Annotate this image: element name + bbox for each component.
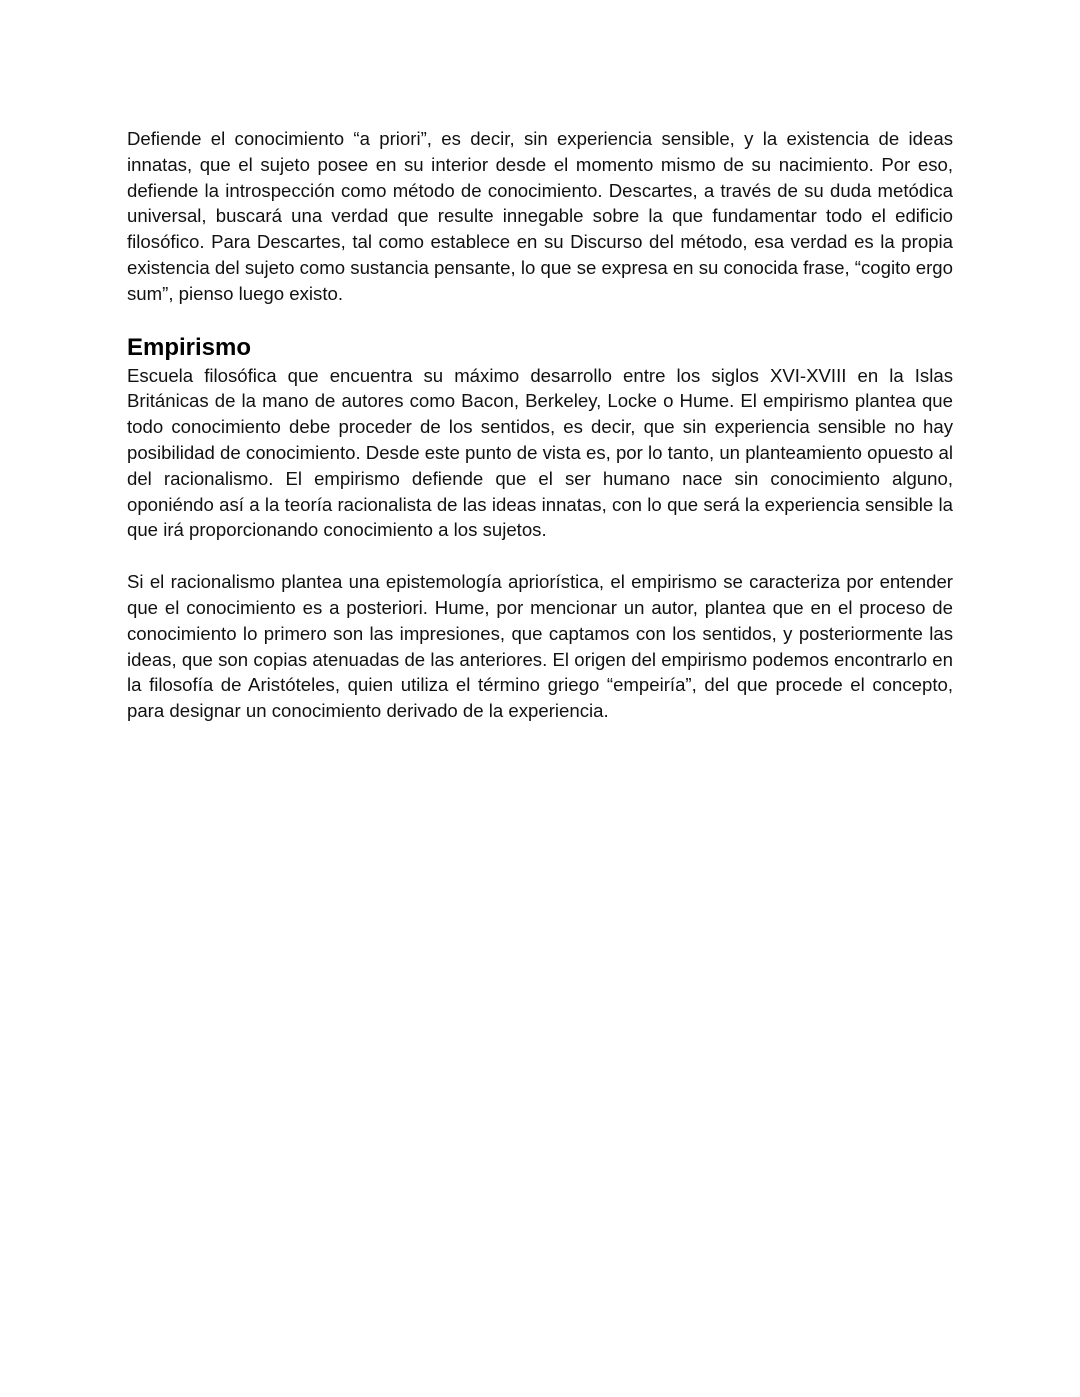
empirismo-paragraph-1: Escuela filosófica que encuentra su máximo desarrollo entre los siglos XVI-XVIII en la Islas Británicas de la mano de autores como Bacon, Berkeley, Locke o Hume. El empirismo plantea que todo conocimiento debe proceder de los sentidos, es decir, que sin experiencia sensible no hay posibilidad de conocimiento. Desde este punto de vista es, por lo tanto, un planteamiento opuesto al del racionalismo. El empirismo defiende que el ser humano nace sin conocimiento alguno, oponiéndo así a la teoría racionalista de las ideas innatas, con lo que será la experiencia sensible la que irá proporcionando conocimiento a los sujetos.: [127, 364, 953, 541]
empirismo-paragraph-2: Si el racionalismo plantea una epistemología apriorística, el empirismo se caracteriza por entender que el conocimiento es a posteriori. Hume, por mencionar un autor, plantea que en el proceso de conocimiento lo primero son las impresiones, que captamos con los sentidos, y posteriormente las ideas, que son copias atenuadas de las anteriores. El origen del empirismo podemos encontrarlo en la filosofía de Aristóteles, quien utiliza el término griego “empeiría”, del que procede el concepto, para designar un conocimiento derivado de la experiencia.: [127, 571, 953, 722]
intro-paragraph: Defiende el conocimiento “a priori”, es decir, sin experiencia sensible, y la existencia de ideas innatas, que el sujeto posee en su interior desde el momento mismo de su nacimiento. Por eso, defiende la introspección como método de conocimiento. Descartes, a través de su duda metódica universal, buscará una verdad que resulte innegable sobre la que fundamentar todo el edificio filosófico. Para Descartes, tal como establece en su Discurso del método, esa verdad es la propia existencia del sujeto como sustancia pensante, lo que se expresa en su conocida frase, “cogito ergo sum”, pienso luego existo.: [127, 128, 953, 304]
section-heading-empirismo: Empirismo: [127, 333, 252, 361]
document-page: [127, 126, 953, 724]
